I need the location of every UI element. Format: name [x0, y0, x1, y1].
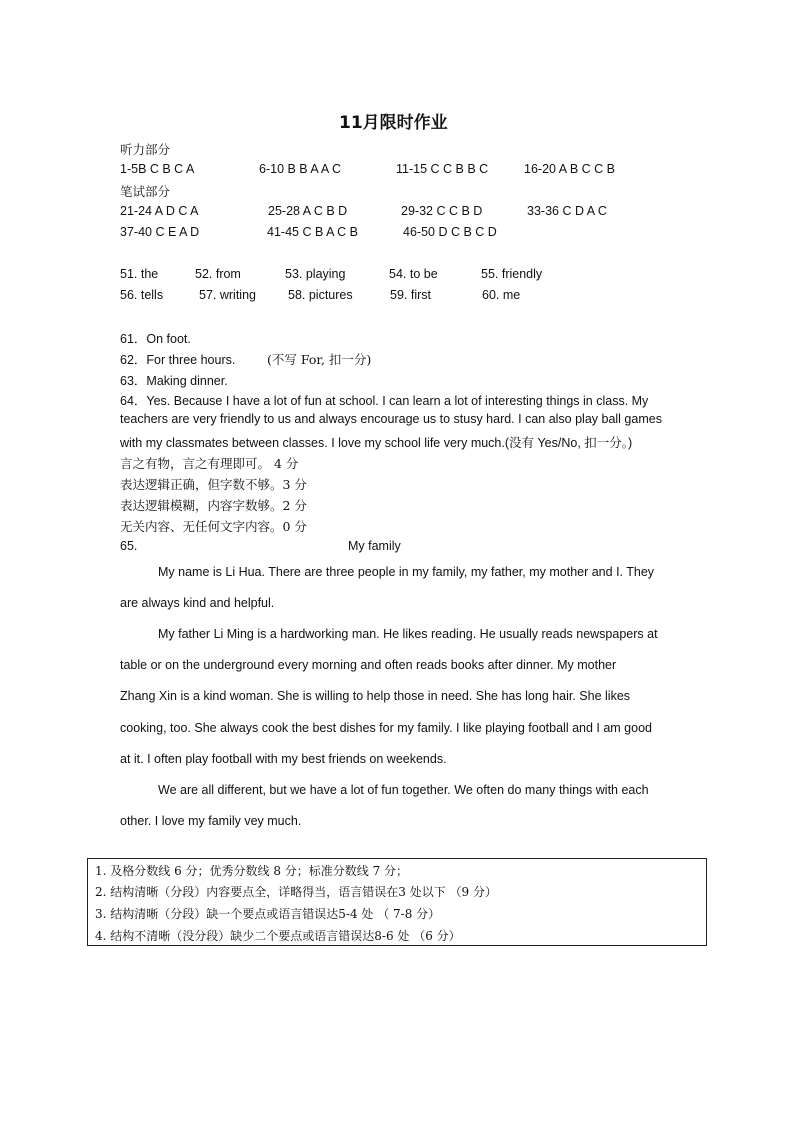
written-answer: 37-40 C E A D [120, 225, 200, 239]
cloze-answer: 59. first [390, 288, 431, 302]
listening-heading: 听力部分 [120, 142, 171, 157]
essay-number: 65. [120, 539, 138, 553]
rubric-item: 2. 结构清晰（分段）内容要点全，详略得当，语言错误在3 处以下 （9 分） [95, 885, 497, 899]
rubric-item: 1. 及格分数线 6 分；优秀分数线 8 分；标准分数线 7 分； [95, 864, 409, 878]
answer-62: 62．For three hours. [120, 353, 236, 367]
scoring-rule: 表达逻辑正确，但字数不够。3 分 [120, 477, 307, 492]
cloze-answer: 53. playing [285, 267, 346, 281]
essay-line: We are all different, but we have a lot of fun together. We often do many things with each [158, 783, 649, 797]
essay-line: table or on the underground every morning and often reads books after dinner. My mother [120, 658, 617, 672]
cloze-answer: 55. friendly [481, 267, 543, 281]
cloze-answer: 56. tells [120, 288, 164, 302]
cloze-answer: 58. pictures [288, 288, 353, 302]
listening-answer: 16-20 A B C C B [524, 162, 616, 176]
answer-61: 61．On foot. [120, 332, 191, 346]
essay-line: other. I love my family vey much. [120, 814, 302, 828]
listening-answer: 1-5B C B C A [120, 162, 195, 176]
essay-line: at it. I often play football with my best friends on weekends. [120, 752, 447, 766]
written-heading: 笔试部分 [120, 184, 171, 199]
written-answer: 29-32 C C B D [401, 204, 483, 218]
written-answer: 21-24 A D C A [120, 204, 199, 218]
answer-64-line: 64．Yes. Because I have a lot of fun at school. I can learn a lot of interesting things in class. My [120, 394, 649, 408]
cloze-answer: 57. writing [199, 288, 256, 302]
answer-64-line: with my classmates between classes. I love my school life very much.(没有 Yes/No, 扣一分。) [120, 436, 633, 450]
written-answer: 46-50 D C B C D [403, 225, 497, 239]
listening-answer: 11-15 C C B B C [396, 162, 489, 176]
essay-line: cooking, too. She always cook the best dishes for my family. I like playing football and I am good [120, 721, 652, 735]
essay-line: are always kind and helpful. [120, 596, 275, 610]
scoring-rule: 无关内容、无任何文字内容。0 分 [120, 519, 307, 534]
rubric-box [87, 858, 707, 946]
cloze-answer: 54. to be [389, 267, 438, 281]
answer-64-line: teachers are very friendly to us and always encourage us to stusy hard. I can also play ball games [120, 412, 662, 426]
essay-line: Zhang Xin is a kind woman. She is willing to help those in need. She has long hair. She likes [120, 689, 631, 703]
scoring-rule: 表达逻辑模糊，内容字数够。2 分 [120, 498, 307, 513]
rubric-item: 4. 结构不清晰（没分段）缺少二个要点或语言错误达8-6 处 （6 分） [95, 929, 461, 943]
cloze-answer: 51. the [120, 267, 159, 281]
essay-line: My name is Li Hua. There are three people in my family, my father, my mother and I. They [158, 565, 655, 579]
listening-answer: 6-10 B B A A C [259, 162, 342, 176]
written-answer: 33-36 C D A C [527, 204, 607, 218]
answer-63: 63．Making dinner. [120, 374, 228, 388]
written-answer: 41-45 C B A C B [267, 225, 359, 239]
essay-title: My family [348, 539, 401, 553]
scoring-rule: 言之有物，言之有理即可。 4 分 [120, 456, 299, 471]
page-title: 11月限时作业 [339, 113, 448, 133]
rubric-item: 3. 结构清晰（分段）缺一个要点或语言错误达5-4 处 （ 7-8 分） [95, 907, 441, 921]
written-answer: 25-28 A C B D [268, 204, 348, 218]
cloze-answer: 60. me [482, 288, 521, 302]
answer-62-note: (不写 For, 扣一分) [267, 352, 372, 367]
essay-line: My father Li Ming is a hardworking man. He likes reading. He usually reads newspapers at [158, 627, 658, 641]
cloze-answer: 52. from [195, 267, 241, 281]
